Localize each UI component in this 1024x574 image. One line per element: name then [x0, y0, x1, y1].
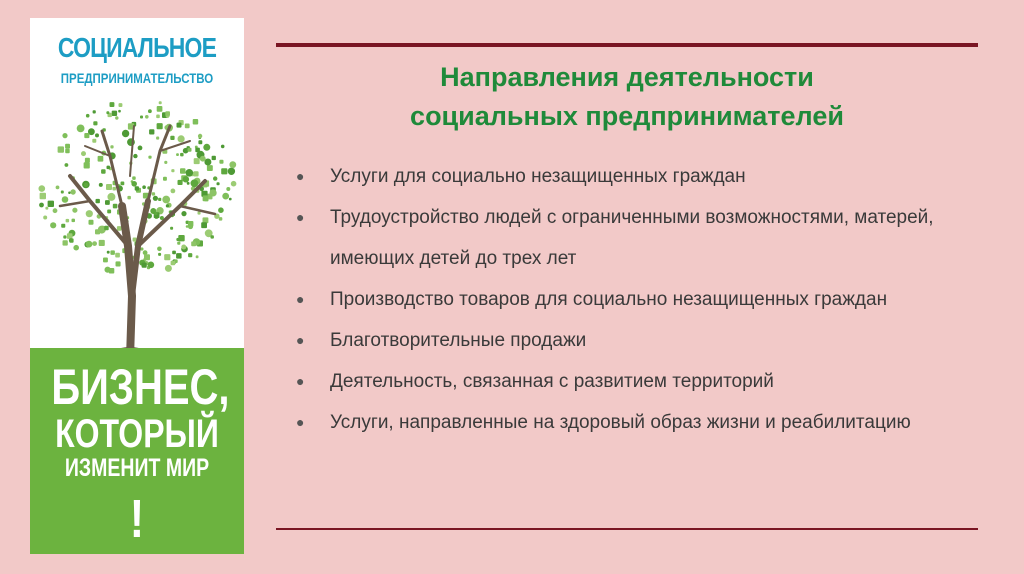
activity-list — [296, 156, 986, 443]
crown-leaf-icon — [186, 225, 189, 228]
crown-leaf-icon — [219, 160, 223, 164]
crown-leaf-icon — [207, 165, 213, 171]
crown-leaf-icon — [158, 198, 161, 201]
crown-leaf-icon — [115, 116, 118, 119]
crown-leaf-icon — [69, 238, 73, 242]
crown-leaf-icon — [171, 169, 174, 172]
crown-leaf-icon — [142, 263, 147, 268]
crown-leaf-icon — [176, 253, 182, 259]
crown-leaf-icon — [131, 181, 137, 187]
bullet-icon: ● — [296, 332, 305, 348]
crown-leaf-icon — [188, 148, 192, 152]
list-item — [296, 402, 930, 443]
crown-leaf-icon — [164, 161, 167, 164]
crown-leaf-icon — [53, 208, 58, 213]
banner-change-world-text: ИЗМЕНИТ МИР — [64, 454, 210, 482]
crown-leaf-icon — [40, 193, 46, 199]
crown-leaf-icon — [193, 171, 198, 176]
crown-leaf-icon — [154, 212, 157, 215]
crown-leaf-icon — [84, 183, 88, 187]
crown-leaf-icon — [165, 265, 172, 272]
crown-leaf-icon — [159, 101, 162, 104]
crown-leaf-icon — [191, 179, 199, 187]
crown-leaf-icon — [163, 177, 167, 181]
crown-leaf-icon — [195, 148, 200, 153]
crown-leaf-icon — [135, 186, 139, 190]
crown-leaf-icon — [99, 183, 103, 187]
top-divider — [276, 43, 978, 47]
crown-leaf-icon — [162, 196, 170, 204]
banner-subtitle: ПРЕДПРИНИМАТЕЛЬСТВО — [60, 70, 214, 86]
list-item — [296, 197, 990, 279]
crown-leaf-icon — [200, 156, 206, 162]
crown-leaf-icon — [176, 153, 179, 156]
crown-leaf-icon — [107, 193, 115, 201]
crown-leaf-icon — [203, 195, 209, 201]
list-item — [296, 156, 890, 197]
crown-leaf-icon — [177, 242, 180, 245]
crown-leaf-icon — [62, 133, 67, 138]
crown-leaf-icon — [86, 114, 90, 118]
crown-leaf-icon — [95, 229, 100, 234]
crown-leaf-icon — [157, 247, 162, 252]
crown-leaf-icon — [119, 103, 123, 107]
crown-leaf-icon — [198, 134, 202, 138]
crown-leaf-icon — [226, 187, 230, 191]
crown-leaf-icon — [86, 241, 93, 248]
crown-leaf-icon — [157, 123, 163, 129]
bullet-icon: ● — [296, 209, 305, 225]
crown-leaf-icon — [170, 227, 173, 230]
crown-leaf-icon — [183, 176, 189, 182]
tree-illustration — [30, 96, 244, 358]
crown-leaf-icon — [39, 185, 46, 192]
crown-leaf-icon — [109, 268, 115, 274]
crown-leaf-icon — [106, 111, 109, 114]
crown-leaf-icon — [165, 111, 170, 116]
list-item-text: Производство товаров для социально незащищенных граждан — [330, 289, 888, 310]
crown-leaf-icon — [45, 207, 48, 210]
crown-leaf-icon — [61, 191, 64, 194]
crown-leaf-icon — [103, 258, 108, 263]
crown-leaf-icon — [145, 115, 149, 119]
crown-leaf-icon — [194, 158, 200, 164]
crown-leaf-icon — [65, 163, 69, 167]
crown-leaf-icon — [180, 168, 186, 174]
crown-leaf-icon — [201, 222, 207, 228]
crown-leaf-icon — [153, 196, 158, 201]
crown-leaf-icon — [178, 135, 185, 142]
crown-leaf-icon — [39, 203, 44, 208]
crown-leaf-icon — [85, 158, 90, 163]
crown-leaf-icon — [181, 211, 186, 216]
list-item-text: Деятельность, связанная с развитием территорий — [330, 371, 774, 392]
crown-leaf-icon — [122, 130, 129, 137]
crown-leaf-icon — [213, 176, 217, 180]
crown-leaf-icon — [63, 240, 68, 245]
list-item-text: Услуги для социально незащищенных граждан — [330, 166, 746, 187]
crown-leaf-icon — [112, 187, 116, 191]
crown-leaf-icon — [56, 186, 60, 190]
crown-leaf-icon — [70, 189, 75, 194]
banner-business-text: БИЗНЕС, — [51, 359, 230, 415]
banner-exclamation: ! — [129, 489, 145, 549]
crown-leaf-icon — [203, 144, 210, 151]
crown-leaf-icon — [156, 115, 160, 119]
crown-leaf-icon — [95, 133, 99, 137]
crown-leaf-icon — [156, 137, 159, 140]
crown-leaf-icon — [62, 196, 69, 203]
crown-leaf-icon — [72, 208, 77, 213]
crown-leaf-icon — [93, 110, 96, 113]
crown-leaf-icon — [66, 219, 70, 223]
crown-leaf-icon — [92, 139, 96, 143]
crown-leaf-icon — [133, 154, 137, 158]
banner-title: СОЦИАЛЬНОЕ — [57, 32, 217, 63]
crown-leaf-icon — [166, 204, 169, 207]
crown-leaf-icon — [65, 149, 70, 154]
crown-leaf-icon — [50, 222, 56, 228]
list-item-text: Услуги, направленные на здоровый образ жизни и реабилитацию — [330, 412, 911, 433]
crown-leaf-icon — [73, 245, 79, 251]
crown-leaf-icon — [98, 156, 104, 162]
crown-leaf-icon — [140, 116, 143, 119]
crown-leaf-icon — [68, 192, 71, 195]
crown-leaf-icon — [170, 136, 174, 140]
crown-leaf-icon — [43, 216, 47, 220]
crown-leaf-icon — [93, 121, 97, 125]
crown-leaf-icon — [104, 226, 109, 231]
crown-leaf-icon — [92, 241, 97, 246]
slide-heading-line1: Направления деятельности — [440, 62, 814, 92]
list-item — [296, 320, 930, 361]
social-entrepreneurship-banner — [30, 18, 244, 554]
crown-leaf-icon — [132, 176, 136, 180]
banner-which-text: КОТОРЫЙ — [55, 412, 219, 456]
crown-leaf-icon — [157, 106, 163, 112]
crown-leaf-icon — [138, 146, 143, 151]
crown-leaf-icon — [110, 102, 115, 107]
crown-leaf-icon — [115, 253, 120, 258]
crown-leaf-icon — [177, 123, 182, 128]
crown-leaf-icon — [89, 220, 94, 225]
crown-leaf-icon — [142, 185, 146, 189]
crown-leaf-icon — [118, 110, 121, 113]
crown-leaf-icon — [113, 204, 118, 209]
crown-leaf-icon — [178, 180, 183, 185]
crown-leaf-icon — [185, 124, 190, 129]
crown-leaf-icon — [65, 144, 70, 149]
crown-leaf-icon — [217, 182, 220, 185]
bullet-icon: ● — [296, 168, 305, 184]
crown-leaf-icon — [188, 221, 194, 227]
crown-leaf-icon — [99, 240, 105, 246]
crown-leaf-icon — [148, 156, 151, 159]
slide-heading-line2: социальных предпринимателей — [410, 101, 844, 131]
crown-leaf-icon — [229, 198, 232, 201]
crown-leaf-icon — [158, 253, 161, 256]
crown-leaf-icon — [229, 161, 236, 168]
crown-leaf-icon — [211, 235, 214, 238]
crown-leaf-icon — [67, 233, 73, 239]
crown-leaf-icon — [144, 254, 150, 260]
crown-leaf-icon — [148, 109, 152, 113]
bullet-icon: ● — [296, 414, 305, 430]
crown-leaf-icon — [61, 224, 65, 228]
bullet-icon: ● — [296, 291, 305, 307]
crown-leaf-icon — [121, 182, 125, 186]
crown-leaf-icon — [48, 201, 54, 207]
crown-leaf-icon — [198, 212, 201, 215]
list-item — [296, 361, 970, 402]
bullet-icon: ● — [296, 373, 305, 389]
crown-leaf-icon — [107, 251, 110, 254]
crown-leaf-icon — [171, 261, 176, 266]
crown-leaf-icon — [198, 140, 202, 144]
crown-leaf-icon — [116, 261, 121, 266]
crown-leaf-icon — [219, 217, 223, 221]
crown-leaf-icon — [181, 245, 186, 250]
crown-leaf-icon — [107, 210, 111, 214]
crown-leaf-icon — [106, 184, 112, 190]
crown-leaf-icon — [148, 262, 155, 269]
crown-leaf-icon — [96, 199, 100, 203]
crown-leaf-icon — [180, 153, 184, 157]
list-item — [296, 279, 950, 320]
crown-leaf-icon — [77, 125, 85, 133]
crown-leaf-icon — [172, 251, 176, 255]
crown-leaf-icon — [63, 235, 66, 238]
list-item-text: Благотворительные продажи — [330, 330, 587, 351]
crown-leaf-icon — [152, 192, 155, 195]
crown-leaf-icon — [112, 111, 117, 116]
crown-leaf-icon — [188, 253, 192, 257]
crown-leaf-icon — [127, 196, 130, 200]
crown-leaf-icon — [58, 146, 64, 152]
crown-leaf-icon — [72, 219, 76, 223]
crown-leaf-icon — [210, 189, 217, 196]
crown-leaf-icon — [110, 250, 115, 255]
crown-leaf-icon — [222, 193, 229, 200]
crown-leaf-icon — [107, 166, 111, 170]
crown-leaf-icon — [178, 235, 184, 241]
crown-leaf-icon — [84, 133, 89, 138]
crown-leaf-icon — [212, 156, 216, 160]
list-item-text: Трудоустройство людей с ограниченными возможностями, матерей, имеющих детей до трех лет — [330, 207, 934, 269]
crown-leaf-icon — [86, 210, 93, 217]
crown-leaf-icon — [221, 168, 227, 174]
crown-leaf-icon — [84, 162, 90, 168]
crown-leaf-icon — [81, 151, 86, 156]
bottom-divider — [276, 528, 978, 530]
crown-leaf-icon — [228, 168, 235, 175]
crown-leaf-icon — [231, 181, 237, 187]
crown-leaf-icon — [117, 226, 122, 231]
crown-leaf-icon — [196, 255, 199, 258]
crown-leaf-icon — [171, 189, 176, 194]
crown-leaf-icon — [164, 254, 170, 260]
crown-leaf-icon — [110, 145, 113, 148]
crown-leaf-icon — [221, 145, 225, 149]
crown-leaf-icon — [193, 119, 199, 125]
crown-leaf-icon — [105, 200, 110, 205]
crown-leaf-icon — [101, 169, 106, 174]
crown-leaf-icon — [149, 129, 154, 134]
crown-leaf-icon — [191, 241, 196, 246]
crown-leaf-icon — [187, 182, 190, 185]
crown-leaf-icon — [218, 207, 224, 213]
